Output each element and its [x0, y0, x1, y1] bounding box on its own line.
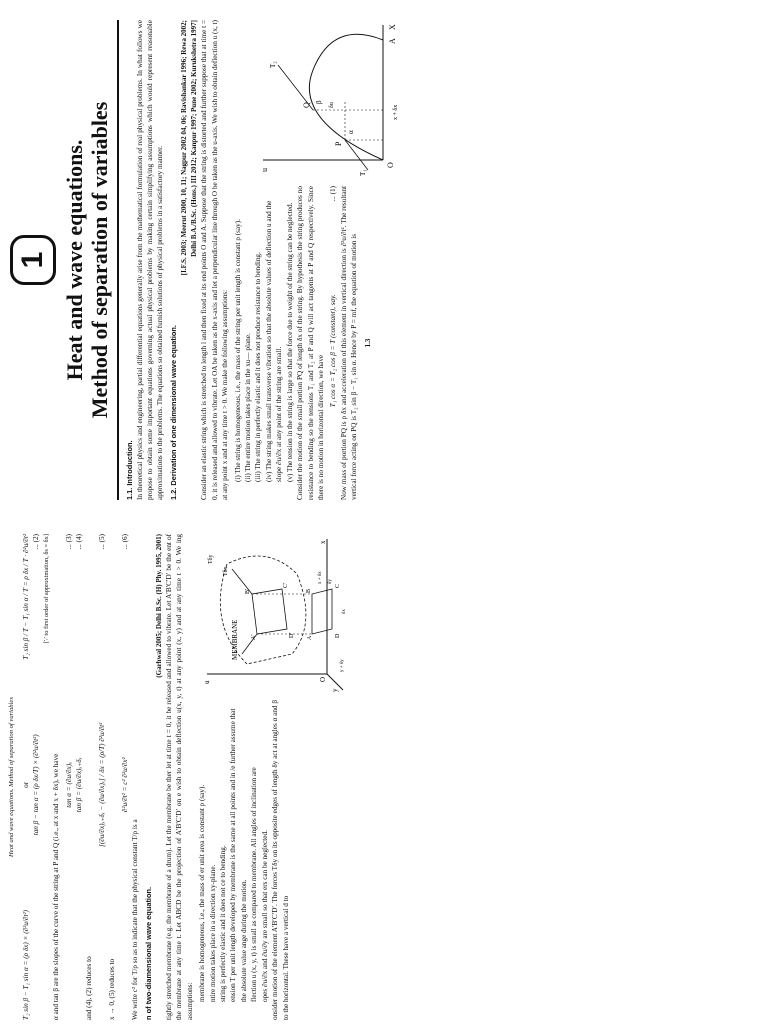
equation: [97, 534, 107, 1020]
equation-number: ... (5): [97, 534, 106, 550]
equation-number: ... (4): [75, 534, 84, 550]
references-line: [I.F.S. 2003; Meerut 2000, 10, 11; Nagpur 2002 04, 06; Ravishankar 1996; Rewa 2002;: [179, 20, 188, 276]
point-label: A′: [251, 634, 258, 640]
interval-label: y + δy: [340, 659, 346, 672]
equation: [64, 534, 74, 1020]
paragraph: x → 0, (5) reduces to: [108, 958, 117, 1020]
chapter-header: [10, 20, 119, 500]
chapter-subtitle: Method of separation of variables: [87, 20, 118, 500]
equation-text: [(∂u/∂x)ₓ₊δₓ − (∂u/∂x)ₓ] / δx = (ρ/T) ∂²u/∂t²: [97, 722, 106, 847]
page-bottom: [4, 524, 388, 1024]
paragraph: We write c² for T/ρ so as to indicate that the physical constant T/ρ is a: [131, 819, 140, 1020]
equation-text: ∂²u/∂t² = c² ∂²u/∂x²: [120, 757, 129, 813]
paragraph: Consider the motion of the small portion PQ of length δx of the string. By hypothesis the string produces no resistance to bending so the tensions T₁ and T₂ at P and Q will act tangents at P and Q respectively. Since there is no motion in horizontal direction, we have: [296, 186, 325, 500]
angle-label: α: [347, 130, 356, 134]
point-label: B: [306, 588, 313, 593]
paragraph: onsider motion of the element A′B′C′D′. The forces Tδy on its opposite edges of length δy act at angles α and β to the horizontal. These have a vertical d to: [271, 700, 290, 1020]
chapter-title: Heat and wave equations.: [62, 139, 87, 381]
references: [179, 20, 199, 500]
point-label: P: [334, 141, 344, 146]
paragraph: In theoretical physics and engineering, partial differential equations generally arise from the mathematical formulation of real physical problems. In what follows we propose to obtain some important equations governing actual physical problems by making certain simplifying assumptions which would represent reasonable approximations to the problems. The equations so obtained furnish solutions of physical problems in a satisfactory manner.: [135, 20, 165, 500]
origin-label: O: [319, 676, 328, 682]
equation-text: T₁ cos α = T₂ cos β = T (constant), say.: [329, 294, 338, 408]
equation: [120, 534, 130, 1020]
axis-label: u: [203, 680, 212, 684]
interval-label: δx: [342, 609, 348, 614]
point-label: A: [307, 635, 314, 640]
running-head: Heat and wave equations. Method of separation of variables: [8, 697, 15, 857]
equation-text: T₂ sin β − T₁ sin α = (ρ δx) × (∂²u/∂t²): [22, 910, 30, 1020]
interval-label: δy: [328, 579, 334, 584]
equation-number: ... (2): [32, 534, 41, 550]
point-label: B′: [245, 588, 252, 594]
tension-label: T₁: [359, 169, 368, 176]
tension-label: T₂: [269, 61, 278, 68]
list-item: (ii) The entire motion takes place in the xu— plane.: [243, 333, 252, 482]
axis-label: x: [319, 540, 328, 544]
references: (Garhwal 2005; Delhi B.Sc. (H) Phy. 1995, 2001): [154, 534, 163, 678]
origin-label: O: [386, 162, 396, 168]
diagram-label: MEMBRANE: [231, 619, 240, 660]
assumption-list: [233, 20, 254, 482]
point-label: C: [335, 583, 342, 588]
angle-label: β: [315, 100, 324, 104]
axis-label: y: [331, 688, 340, 692]
equation-text: T₂ sin β / T − T₁ sin α / T = ρ δx / T · ∂²u/∂t²: [22, 534, 30, 660]
list-item: string is perfectly elastic and it does not ce to bending.: [218, 845, 227, 1002]
paragraph: Now mass of portion PQ is ρ δx and acceleration of this element in vertical direction is ∂²u/∂t². The resultant vertical force acting on PQ is T₂ sin β − T₁ sin α. Hence by P = mf, the equation of motion is: [339, 186, 359, 500]
list-item: ntire motion takes place in a direction xy-plane.: [208, 864, 217, 1002]
equation: [31, 534, 41, 1020]
point-label: D′: [289, 632, 296, 638]
equation-text: tan β = (∂u/∂x)ₓ₊δₓ: [75, 757, 84, 813]
point-label: Q: [302, 102, 312, 108]
string-diagram: [253, 20, 403, 180]
point-label: D: [335, 633, 342, 638]
list-item: ension T per unit length developed by membrane is the same at all points and in /e further assume that the absolute value ange during the motion.: [229, 708, 248, 1002]
increment-label: δu: [329, 102, 336, 108]
equation-connector: or: [22, 781, 30, 788]
list-item: (i) The string is homogeneous, i.e., the mass of the string per unit length is constant ρ (say).: [233, 219, 242, 482]
force-label: Tδy: [208, 554, 215, 564]
equation-number: ... (6): [120, 534, 129, 550]
point-label: C′: [283, 582, 290, 588]
equation-row: [21, 534, 31, 1020]
chapter-number: 1: [10, 235, 56, 286]
equation-note: [∵ to first order of approximation, δs = δx]: [42, 534, 50, 644]
equation-text: tan α = (∂u/∂x)ₓ: [64, 761, 73, 808]
page-top: [4, 10, 400, 510]
paragraph: and (4), (2) reduces to: [85, 956, 94, 1020]
paragraph: Consider an elastic string which is stretched to length l and then fixed at its end points O and A. Suppose that the string is distorted and further suppose that at time t = 0, it is released and allowed to vibrate. Let OA be taken as the x-axis and let a perpendicular line through O be taken as the u-axis. We wish to obtain deflection u (x, t) at any point x and at any time t > 0. We make the following assumptions:: [200, 20, 230, 500]
section-heading: n of two-diamensional wave equation.: [143, 886, 153, 1020]
point-label: A: [388, 38, 398, 44]
page-number: 1.3: [363, 338, 372, 348]
references-line: Delhi B.A./B.Sc. (Hons.) III 2012; Kanpur 1997; Pune 2002; Kurukshetra 1997]: [190, 20, 199, 257]
interval-label: x + δx: [393, 104, 400, 120]
force-label: Tδx: [223, 566, 230, 576]
paragraph: tightly stretched membrane (e.g. the membrane of a drum). Let the membrane be ther let at time t = 0, it be released and allowed to vibrate. Let A′B′C′D′ be the ent of the membrane at any time t. Let ABCD be the projection of A′B′C′D′ on e wish to obtain deflection u(x, y, t) at any point (x, y) and at any time t > 0. We ing assumptions:: [164, 534, 194, 1020]
equation: [74, 534, 84, 1020]
interval-label: x + δx: [318, 571, 324, 584]
list-item: (iv) The string makes small transverse vibration so that the absolute values of deflection u and the slope ∂u/∂x at any point of the string are small.: [264, 200, 284, 482]
axis-label: X: [388, 24, 398, 30]
list-item: membrane is homogeneous, i.e., the mass of er unit area is constant ρ (say).: [198, 784, 207, 1002]
equation-number: ... (1): [329, 186, 338, 202]
membrane-diagram: [197, 534, 347, 694]
list-item: flection u (x, y, t) is small as compared to membrane. All angles of inclination are: [250, 767, 259, 1002]
equation-number: ... (3): [64, 534, 73, 550]
axis-label: u: [260, 168, 270, 172]
list-item: (v) The tension in the string is large so that the force due to weight of the string can be neglected.: [285, 202, 294, 482]
section-heading: 1.1. Introduction.: [124, 440, 134, 500]
section-heading: 1.2. Derivation of one dimensional wave equation.: [168, 325, 178, 500]
list-item: (iii) The string in perfectly elastic and it does not produce resistance to bending.: [254, 252, 263, 482]
equation-text: tan β − tan α = (ρ δx/T) × (∂²u/∂t²): [32, 734, 41, 836]
paragraph: α and tan β are the slopes of the curve of the string at P and Q (i.e., at x and x + δx), we have: [52, 753, 61, 1020]
list-item: opes ∂u/∂x and ∂u/∂y are small so that ers can be neglected.: [260, 830, 269, 1002]
